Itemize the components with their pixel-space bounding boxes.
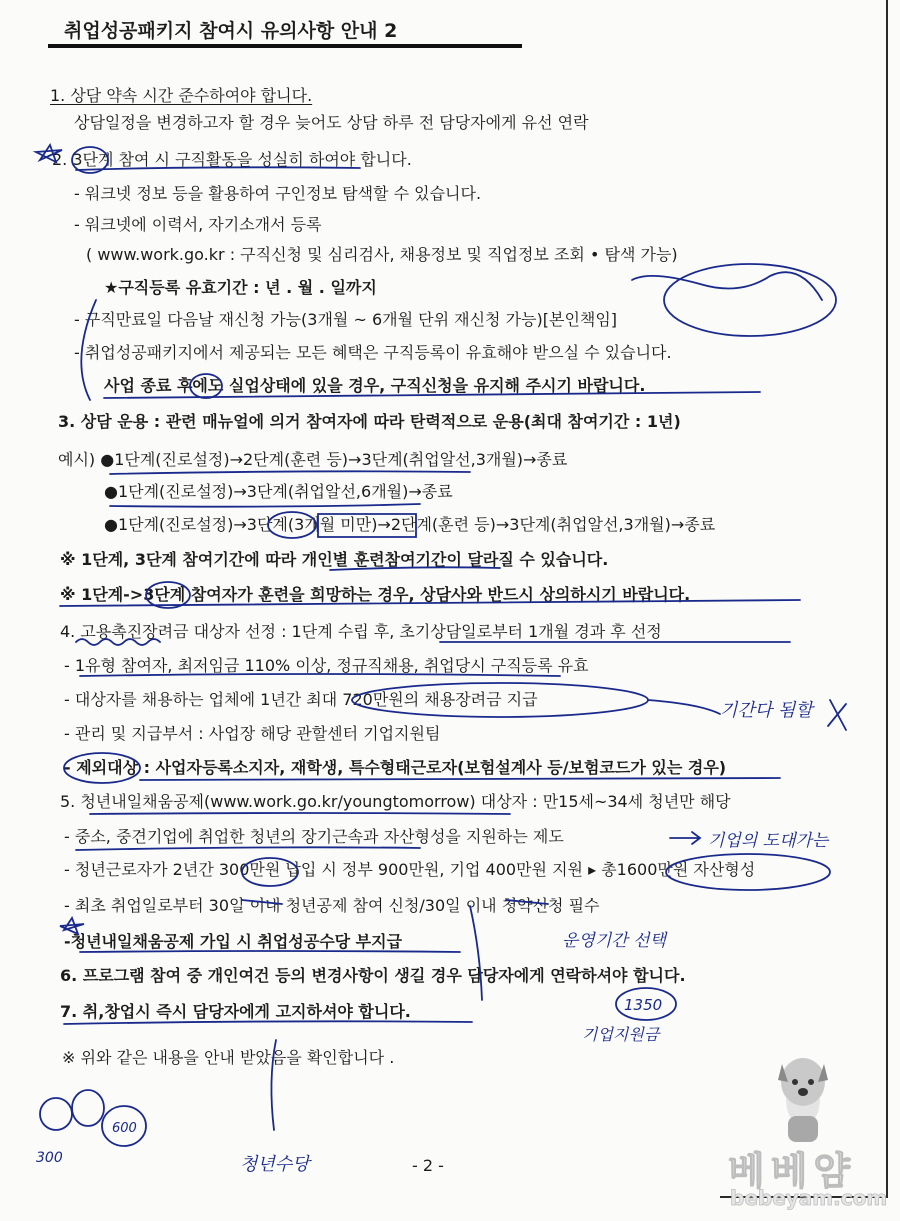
text-line: 3. 상담 운용 : 관련 매뉴얼에 의거 참여자에 따라 탄력적으로 운용(최대 참여기간 : 1년) — [58, 412, 681, 431]
text-line: ( www.work.go.kr : 구직신청 및 심리검사, 채용정보 및 직업정보 조회 • 탐색 가능) — [86, 245, 678, 264]
title-underline — [48, 44, 522, 48]
text-line: 6. 프로그램 참여 중 개인여건 등의 변경사항이 생길 경우 담당자에게 연락하셔야 합니다. — [60, 966, 686, 985]
underline-item5b — [76, 847, 420, 850]
handwriting-company-support-2: 기업지원금 — [582, 1025, 660, 1044]
page-title: 취업성공패키지 참여시 유의사항 안내 2 — [64, 20, 398, 42]
text-line: - 1유형 참여자, 최저임금 110% 이상, 정규직채용, 취업당시 구직등록 유효 — [64, 656, 589, 675]
handwriting-300: 600 — [112, 1121, 137, 1136]
text-line: - 중소, 중견기업에 취업한 청년의 장기근속과 자산형성을 지원하는 제도 — [64, 827, 564, 846]
handwriting-note-right: 기간다 됨할 — [720, 700, 813, 721]
text-line: - 청년근로자가 2년간 300만원 납입 시 정부 900만원, 기업 400만원 지원 ▸ 총1600만원 자산형성 — [64, 860, 756, 879]
cross-mark — [828, 700, 846, 730]
handwriting-350: 1350 — [624, 996, 663, 1014]
text-line: - 워크넷에 이력서, 자기소개서 등록 — [74, 215, 322, 234]
circle-num-a — [40, 1098, 72, 1130]
arrow-item5b — [670, 832, 700, 844]
handwriting-company-support: 기업의 도대가는 — [708, 831, 829, 851]
handwriting-bottom-left: 300 — [36, 1150, 63, 1166]
text-line: - 구직만료일 다음날 재신청 가능(3개월 ~ 6개월 단위 재신청 가능)[본인책임] — [74, 310, 618, 329]
handwriting-bottom-mid: 청년수당 — [240, 1154, 310, 1175]
text-line: - 취업성공패키지에서 제공되는 모든 혜택은 구직등록이 유효해야 받으실 수 있습니다. — [74, 343, 672, 362]
circle-num-b — [72, 1090, 104, 1126]
page-number: - 2 - — [412, 1156, 444, 1175]
underline-example1 — [110, 471, 470, 474]
watermark-domain: bebeyam.com — [730, 1186, 888, 1210]
text-line: - 대상자를 채용하는 업체에 1년간 최대 720만원의 채용장려금 지급 — [64, 690, 538, 709]
text-line: -청년내일채움공제 가입 시 취업성공수당 부지급 — [64, 932, 403, 951]
text-line: 예시) ●1단계(진로설정)→2단계(훈련 등)→3단계(취업알선,3개월)→종료 — [58, 450, 568, 469]
text-line: - 워크넷 정보 등을 활용하여 구인정보 탐색할 수 있습니다. — [74, 184, 482, 203]
text-line: 상담일정을 변경하고자 할 경우 늦어도 상담 하루 전 담당자에게 유선 연락 — [74, 113, 589, 132]
dog-mascot-icon — [768, 1052, 838, 1144]
underline-item5 — [90, 813, 510, 814]
text-line: 4. 고용촉진장려금 대상자 선정 : 1단계 수립 후, 초기상담일로부터 1개월 경과 후 선정 — [60, 622, 662, 641]
text-line: - 제외대상 : 사업자등록소지자, 재학생, 특수형태근로자(보험설계사 등/보험코드가 있는 경우) — [64, 758, 727, 777]
scribble-top-right — [632, 272, 822, 300]
text-line: 1. 상담 약속 시간 준수하여야 합니다. — [50, 86, 313, 105]
arrow-to-note — [648, 700, 720, 714]
text-line: - 관리 및 지급부서 : 사업장 해당 관할센터 기업지원팀 — [64, 724, 441, 743]
text-line: - 최초 취업일로부터 30일 이내 청년공제 참여 신청/30일 이내 청약신청 필수 — [64, 896, 600, 915]
text-line: ★구직등록 유효기간 : 년 . 월 . 일까지 — [104, 278, 377, 297]
circle-350 — [616, 988, 676, 1020]
text-line: ●1단계(진로설정)→3단계(취업알선,6개월)→종료 — [104, 482, 453, 501]
watermark — [728, 1140, 888, 1220]
text-line: 5. 청년내일채움공제(www.work.go.kr/youngtomorrow) 대상자 : 만15세~34세 청년만 해당 — [60, 792, 731, 811]
watermark-title: 베베얌 — [728, 1149, 857, 1193]
underline-example2 — [110, 504, 420, 507]
text-line: 7. 취,창업시 즉시 담당자에게 고지하셔야 합니다. — [60, 1002, 411, 1021]
circle-num-c — [102, 1106, 146, 1146]
text-line: ※ 위와 같은 내용을 안내 받았음을 확인합니다 . — [62, 1048, 395, 1067]
text-line: ※ 1단계, 3단계 참여기간에 따라 개인별 훈련참여기간이 달라질 수 있습니다. — [60, 550, 609, 569]
page-right-border — [886, 0, 888, 1198]
text-line: 사업 종료 후에도 실업상태에 있을 경우, 구직신청을 유지해 주시기 바랍니다. — [104, 376, 646, 395]
underline-exclusion — [140, 778, 780, 780]
text-line: ※ 1단계->3단계 참여자가 훈련을 희망하는 경우, 상담사와 반드시 상의하시기 바랍니다. — [60, 585, 691, 604]
handwriting-operation-period: 운영기간 선택 — [562, 931, 666, 951]
text-line: 2. 3단계 참여 시 구직활동을 성실히 하여야 합니다. — [52, 150, 412, 169]
text-line: ●1단계(진로설정)→3단계(3개월 미만)→2단계(훈련 등)→3단계(취업알선,3개월)→종료 — [104, 515, 716, 534]
circle-top-right — [664, 264, 836, 336]
